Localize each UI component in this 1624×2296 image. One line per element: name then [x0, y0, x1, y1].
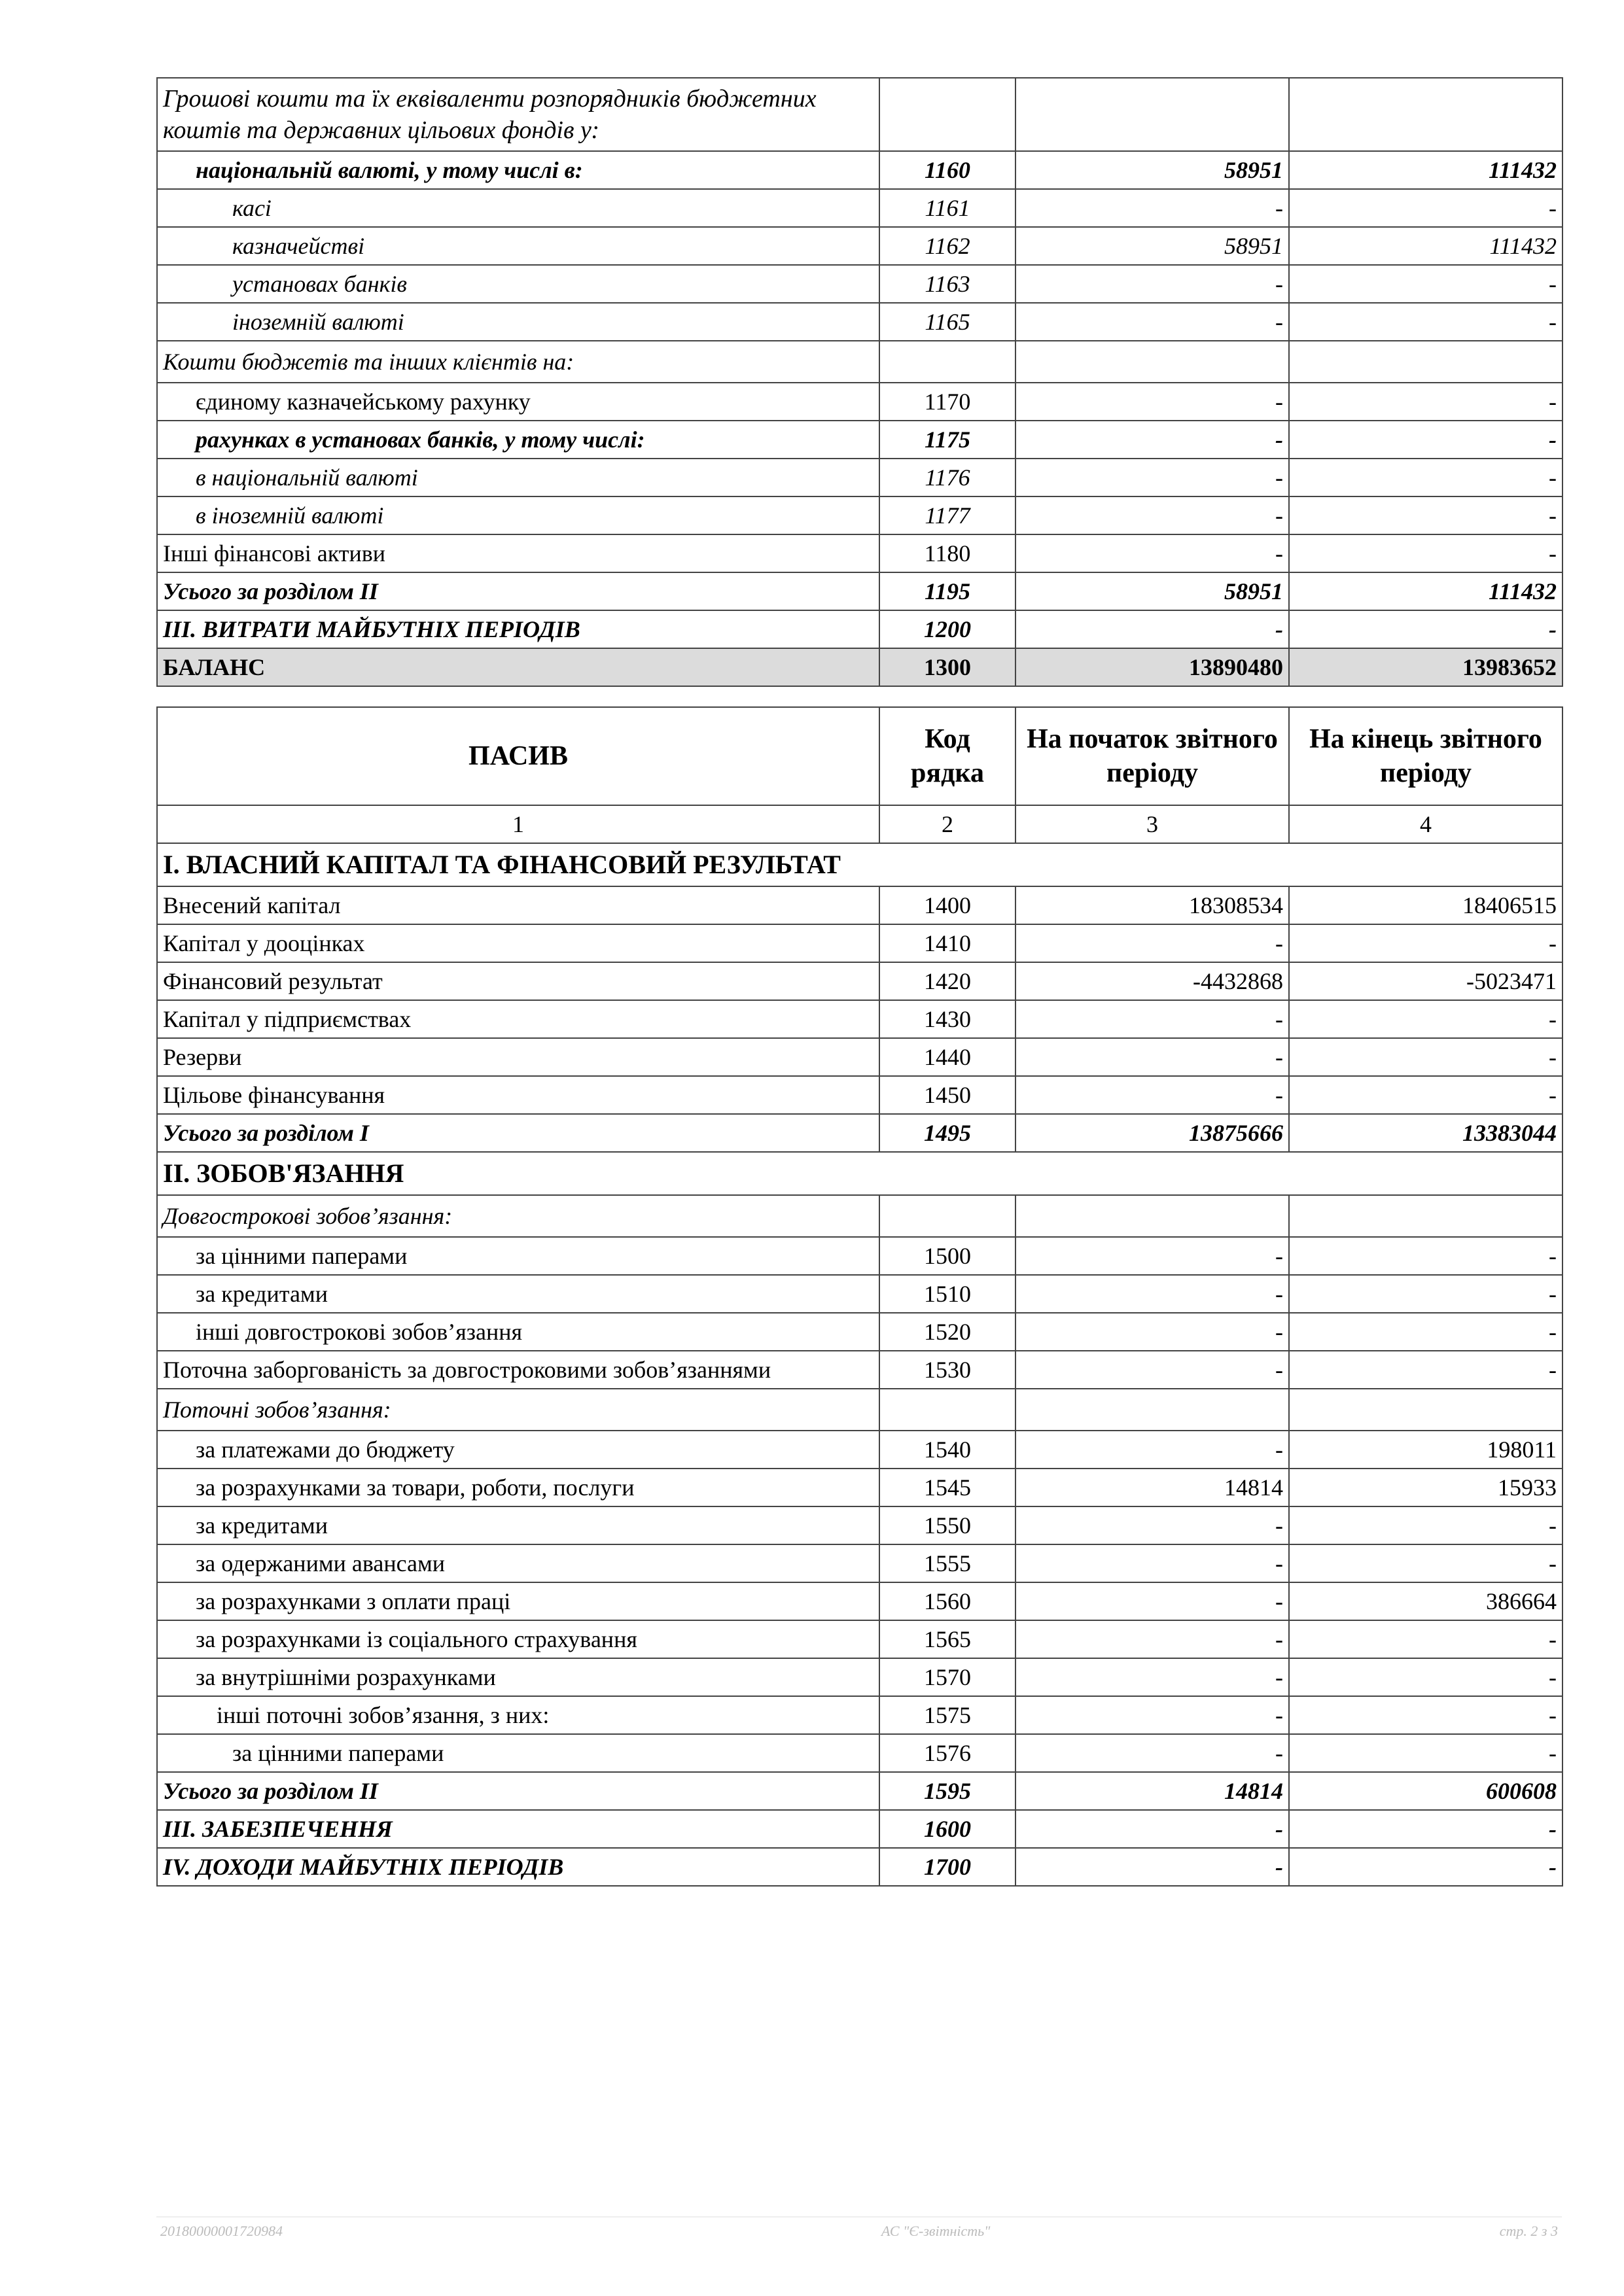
row-code	[879, 341, 1015, 383]
row-label: Усього за розділом II	[157, 572, 879, 610]
table-row	[157, 227, 1562, 265]
row-end-value: -	[1289, 303, 1562, 341]
row-label: БАЛАНС	[157, 648, 879, 686]
row-code: 1176	[879, 459, 1015, 496]
row-start-value: 13890480	[1015, 648, 1289, 686]
row-label: Усього за розділом І	[157, 1114, 879, 1152]
row-start-value: -	[1015, 459, 1289, 496]
row-start-value: -	[1015, 1506, 1289, 1544]
row-start-value	[1015, 341, 1289, 383]
row-start-value: -	[1015, 1076, 1289, 1114]
row-end-value: -	[1289, 189, 1562, 227]
row-code: 1430	[879, 1000, 1015, 1038]
table-row	[157, 1237, 1562, 1275]
row-code: 1160	[879, 151, 1015, 189]
row-label: єдиному казначейському рахунку	[157, 383, 879, 421]
row-start-value: -	[1015, 1810, 1289, 1848]
row-code: 1200	[879, 610, 1015, 648]
table-row	[157, 1696, 1562, 1734]
row-end-value: -	[1289, 610, 1562, 648]
row-label: ІІІ. ЗАБЕЗПЕЧЕННЯ	[157, 1810, 879, 1848]
row-code: 1510	[879, 1275, 1015, 1313]
row-code: 1300	[879, 648, 1015, 686]
row-end-value: -	[1289, 1620, 1562, 1658]
row-label: інші поточні зобов’язання, з них:	[157, 1696, 879, 1734]
row-label: за цінними паперами	[157, 1734, 879, 1772]
table-row	[157, 610, 1562, 648]
row-label: національній валюті, у тому числі в:	[157, 151, 879, 189]
row-start-value: -	[1015, 303, 1289, 341]
row-label: за цінними паперами	[157, 1237, 879, 1275]
row-label: за внутрішніми розрахунками	[157, 1658, 879, 1696]
row-end-value: 111432	[1289, 572, 1562, 610]
row-label: в іноземній валюті	[157, 496, 879, 534]
row-end-value: -	[1289, 383, 1562, 421]
row-end-value: 15933	[1289, 1469, 1562, 1506]
table-row	[157, 648, 1562, 686]
row-code: 1500	[879, 1237, 1015, 1275]
row-start-value: 58951	[1015, 227, 1289, 265]
row-label: Капітал у підприємствах	[157, 1000, 879, 1038]
row-end-value: 13983652	[1289, 648, 1562, 686]
row-start-value: -	[1015, 1696, 1289, 1734]
row-code	[879, 1389, 1015, 1431]
row-start-value: -	[1015, 496, 1289, 534]
row-label: за одержаними авансами	[157, 1544, 879, 1582]
row-code: 1170	[879, 383, 1015, 421]
table-row	[157, 1582, 1562, 1620]
row-label: Капітал у дооцінках	[157, 924, 879, 962]
liabilities-table	[156, 706, 1563, 1887]
row-start-value: -	[1015, 1237, 1289, 1275]
row-start-value: -	[1015, 1848, 1289, 1886]
table-row	[157, 1431, 1562, 1469]
footer-system: АС "Є-звітність"	[881, 2223, 991, 2239]
row-end-value: -	[1289, 496, 1562, 534]
header-code: Код рядка	[879, 707, 1015, 805]
assets-table	[156, 77, 1563, 687]
row-start-value: -4432868	[1015, 962, 1289, 1000]
row-end-value: -	[1289, 1848, 1562, 1886]
row-end-value: -	[1289, 1275, 1562, 1313]
row-code: 1555	[879, 1544, 1015, 1582]
row-label: за платежами до бюджету	[157, 1431, 879, 1469]
row-label: касі	[157, 189, 879, 227]
col-number-1: 1	[157, 805, 879, 843]
row-start-value: -	[1015, 1313, 1289, 1351]
row-code: 1495	[879, 1114, 1015, 1152]
row-code	[879, 1195, 1015, 1237]
row-end-value	[1289, 1195, 1562, 1237]
table-row	[157, 496, 1562, 534]
table-row	[157, 265, 1562, 303]
row-code: 1565	[879, 1620, 1015, 1658]
table-row	[157, 341, 1562, 383]
table-row	[157, 1313, 1562, 1351]
col-number-4: 4	[1289, 805, 1562, 843]
table-row	[157, 78, 1562, 151]
table-row	[157, 1195, 1562, 1237]
row-end-value: -	[1289, 1000, 1562, 1038]
row-end-value: 111432	[1289, 227, 1562, 265]
table-row	[157, 924, 1562, 962]
row-end-value: 18406515	[1289, 886, 1562, 924]
row-label: Внесений капітал	[157, 886, 879, 924]
table-row	[157, 1469, 1562, 1506]
row-code: 1161	[879, 189, 1015, 227]
row-code: 1440	[879, 1038, 1015, 1076]
row-end-value: 198011	[1289, 1431, 1562, 1469]
row-start-value: -	[1015, 610, 1289, 648]
row-label: Фінансовий результат	[157, 962, 879, 1000]
row-end-value: -	[1289, 1506, 1562, 1544]
table-row	[157, 962, 1562, 1000]
row-end-value: -	[1289, 534, 1562, 572]
table-row	[157, 1544, 1562, 1582]
column-number-row	[157, 805, 1562, 843]
row-start-value: -	[1015, 265, 1289, 303]
row-start-value	[1015, 1195, 1289, 1237]
row-end-value: -	[1289, 1237, 1562, 1275]
table-row	[157, 1658, 1562, 1696]
row-label: Кошти бюджетів та інших клієнтів на:	[157, 341, 879, 383]
row-code: 1570	[879, 1658, 1015, 1696]
row-label: Цільове фінансування	[157, 1076, 879, 1114]
row-end-value: -	[1289, 1313, 1562, 1351]
table-row	[157, 572, 1562, 610]
row-start-value: -	[1015, 534, 1289, 572]
footer-doc-id: 20180000001720984	[160, 2223, 283, 2239]
row-start-value: -	[1015, 1275, 1289, 1313]
row-code: 1175	[879, 421, 1015, 459]
table-row	[157, 534, 1562, 572]
row-label: Поточна заборгованість за довгостроковими зобов’язаннями	[157, 1351, 879, 1389]
row-label: казначействі	[157, 227, 879, 265]
row-label: Довгострокові зобов’язання:	[157, 1195, 879, 1237]
row-end-value: -	[1289, 265, 1562, 303]
page-footer	[156, 2216, 1562, 2239]
col-number-3: 3	[1015, 805, 1289, 843]
table-row	[157, 1114, 1562, 1152]
row-end-value: -	[1289, 459, 1562, 496]
row-label: Усього за розділом ІІ	[157, 1772, 879, 1810]
row-code: 1576	[879, 1734, 1015, 1772]
row-code: 1163	[879, 265, 1015, 303]
row-code: 1700	[879, 1848, 1015, 1886]
row-start-value	[1015, 1389, 1289, 1431]
row-end-value: -	[1289, 1810, 1562, 1848]
assets-table-body	[157, 78, 1562, 686]
table-row	[157, 1620, 1562, 1658]
row-start-value: 58951	[1015, 572, 1289, 610]
table-row	[157, 1734, 1562, 1772]
row-end-value: -	[1289, 1696, 1562, 1734]
table-row	[157, 383, 1562, 421]
row-code: 1575	[879, 1696, 1015, 1734]
row-end-value: -	[1289, 1734, 1562, 1772]
row-label: Грошові кошти та їх еквіваленти розпорядників бюджетних коштів та державних цільових фондів у:	[157, 78, 879, 151]
row-start-value: -	[1015, 1038, 1289, 1076]
row-code: 1550	[879, 1506, 1015, 1544]
liabilities-header-row	[157, 707, 1562, 805]
row-code: 1165	[879, 303, 1015, 341]
row-start-value: 14814	[1015, 1469, 1289, 1506]
table-row	[157, 1506, 1562, 1544]
header-start: На початок звітного періоду	[1015, 707, 1289, 805]
row-label: за розрахунками із соціального страхування	[157, 1620, 879, 1658]
row-code: 1530	[879, 1351, 1015, 1389]
row-label: за розрахунками з оплати праці	[157, 1582, 879, 1620]
row-code: 1195	[879, 572, 1015, 610]
row-end-value: -	[1289, 1544, 1562, 1582]
row-end-value	[1289, 1389, 1562, 1431]
table-row	[157, 1351, 1562, 1389]
table-row	[157, 886, 1562, 924]
row-start-value: -	[1015, 189, 1289, 227]
row-start-value: -	[1015, 1582, 1289, 1620]
row-label: Інші фінансові активи	[157, 534, 879, 572]
row-code: 1545	[879, 1469, 1015, 1506]
section-heading: І. ВЛАСНИЙ КАПІТАЛ ТА ФІНАНСОВИЙ РЕЗУЛЬТАТ	[157, 843, 1562, 886]
row-label: іноземній валюті	[157, 303, 879, 341]
table-row	[157, 1000, 1562, 1038]
row-label: рахунках в установах банків, у тому числі:	[157, 421, 879, 459]
row-start-value: 14814	[1015, 1772, 1289, 1810]
row-start-value: 58951	[1015, 151, 1289, 189]
row-end-value: -	[1289, 421, 1562, 459]
row-start-value: -	[1015, 1620, 1289, 1658]
table-row	[157, 1038, 1562, 1076]
row-end-value: -	[1289, 1351, 1562, 1389]
row-label: інші довгострокові зобов’язання	[157, 1313, 879, 1351]
row-label: IV. ДОХОДИ МАЙБУТНІХ ПЕРІОДІВ	[157, 1848, 879, 1886]
row-start-value: -	[1015, 421, 1289, 459]
row-start-value: -	[1015, 1431, 1289, 1469]
row-start-value: 18308534	[1015, 886, 1289, 924]
row-start-value: -	[1015, 383, 1289, 421]
row-end-value: 386664	[1289, 1582, 1562, 1620]
row-start-value: -	[1015, 1000, 1289, 1038]
table-row	[157, 303, 1562, 341]
section-heading: ІІ. ЗОБОВ'ЯЗАННЯ	[157, 1152, 1562, 1195]
row-end-value: -	[1289, 1076, 1562, 1114]
row-start-value: 13875666	[1015, 1114, 1289, 1152]
col-number-2: 2	[879, 805, 1015, 843]
row-end-value	[1289, 341, 1562, 383]
table-row	[157, 1152, 1562, 1195]
table-row	[157, 1848, 1562, 1886]
footer-page-number: стр. 2 з 3	[1499, 2223, 1558, 2239]
row-start-value: -	[1015, 1351, 1289, 1389]
row-end-value: -	[1289, 1658, 1562, 1696]
row-start-value: -	[1015, 1544, 1289, 1582]
row-end-value: -5023471	[1289, 962, 1562, 1000]
row-code: 1600	[879, 1810, 1015, 1848]
row-code: 1595	[879, 1772, 1015, 1810]
row-label: за кредитами	[157, 1275, 879, 1313]
row-code: 1520	[879, 1313, 1015, 1351]
row-start-value	[1015, 78, 1289, 151]
row-label: Резерви	[157, 1038, 879, 1076]
row-code: 1180	[879, 534, 1015, 572]
row-code	[879, 78, 1015, 151]
row-start-value: -	[1015, 924, 1289, 962]
table-row	[157, 1389, 1562, 1431]
row-code: 1420	[879, 962, 1015, 1000]
row-label: Поточні зобов’язання:	[157, 1389, 879, 1431]
row-label: за кредитами	[157, 1506, 879, 1544]
row-label: в національній валюті	[157, 459, 879, 496]
row-end-value: 13383044	[1289, 1114, 1562, 1152]
table-row	[157, 459, 1562, 496]
table-row	[157, 1810, 1562, 1848]
row-start-value: -	[1015, 1658, 1289, 1696]
row-code: 1162	[879, 227, 1015, 265]
row-end-value: -	[1289, 924, 1562, 962]
header-pasyv: ПАСИВ	[157, 707, 879, 805]
table-row	[157, 421, 1562, 459]
row-code: 1450	[879, 1076, 1015, 1114]
table-row	[157, 843, 1562, 886]
row-code: 1560	[879, 1582, 1015, 1620]
row-code: 1400	[879, 886, 1015, 924]
table-row	[157, 189, 1562, 227]
row-label: III. ВИТРАТИ МАЙБУТНІХ ПЕРІОДІВ	[157, 610, 879, 648]
liabilities-table-body	[157, 707, 1562, 1886]
table-row	[157, 1076, 1562, 1114]
row-end-value: -	[1289, 1038, 1562, 1076]
header-end: На кінець звітного періоду	[1289, 707, 1562, 805]
row-label: установах банків	[157, 265, 879, 303]
row-end-value	[1289, 78, 1562, 151]
row-code: 1410	[879, 924, 1015, 962]
row-end-value: 600608	[1289, 1772, 1562, 1810]
table-row	[157, 151, 1562, 189]
table-row	[157, 1772, 1562, 1810]
row-code: 1177	[879, 496, 1015, 534]
row-label: за розрахунками за товари, роботи, послуги	[157, 1469, 879, 1506]
row-end-value: 111432	[1289, 151, 1562, 189]
row-start-value: -	[1015, 1734, 1289, 1772]
table-row	[157, 1275, 1562, 1313]
row-code: 1540	[879, 1431, 1015, 1469]
